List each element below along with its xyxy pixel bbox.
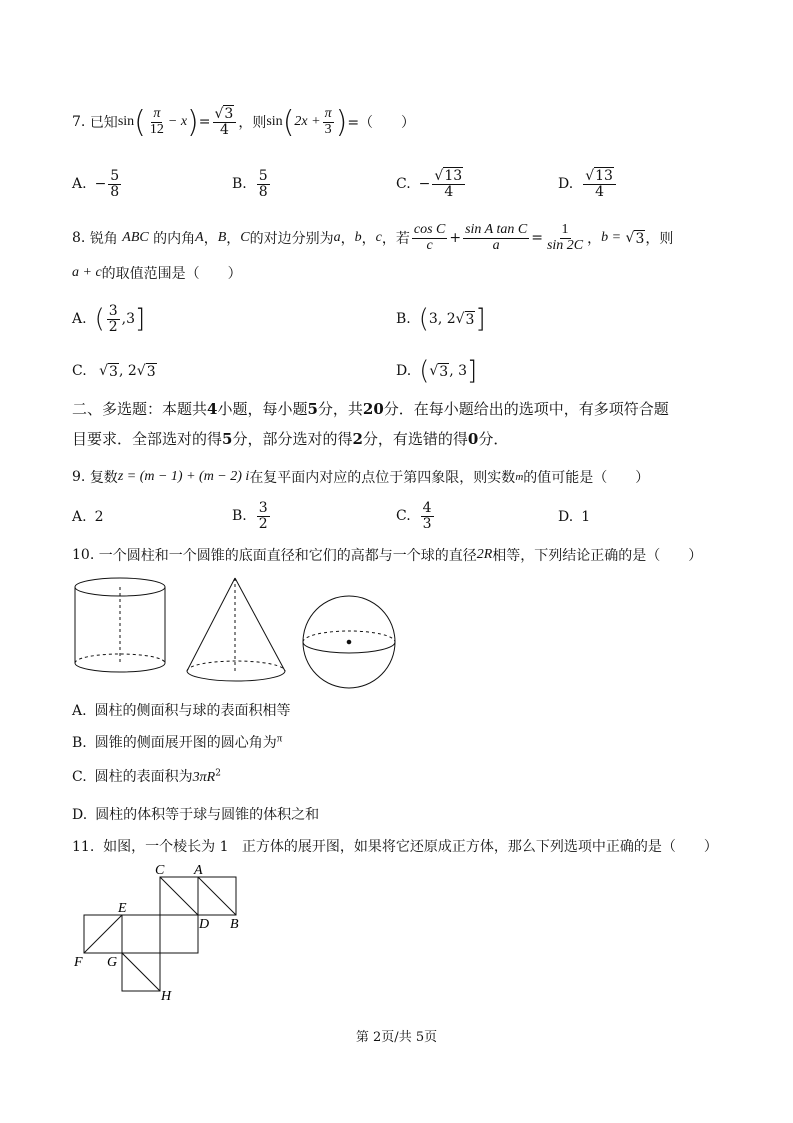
- frac-den: 4: [444, 183, 454, 200]
- q7-sin: sin: [117, 114, 135, 129]
- q7-four: 4: [219, 121, 229, 138]
- q8-var-a: a: [333, 230, 341, 245]
- option-lead: 3, 2: [428, 311, 456, 327]
- q10-text: 一个圆柱和一个圆锥的底面直径和它们的高都与一个球的直径: [98, 548, 477, 564]
- page-number: 第 2页/共 5页: [355, 1030, 438, 1045]
- frac-num: sin A tan C: [465, 221, 528, 237]
- q10-option-c[interactable]: [72, 766, 221, 786]
- option-letter: D.: [558, 509, 574, 525]
- q8-var-b-upper: B: [217, 230, 227, 245]
- sphere-shape: [303, 596, 395, 688]
- q7-sin2: sin: [266, 114, 283, 129]
- frac-den: a: [492, 237, 500, 253]
- option-fraction: [257, 169, 270, 199]
- open-bracket: (: [419, 356, 430, 386]
- option-radicand: 3: [439, 363, 449, 380]
- q8-stem-line1: 8. 锐角 ABC 的内角 A ， B ， C 的对边分别为 a ， b ， c ，若 $\frac{\text{cos C}}{c}$ + $\frac{\text{sin A tan C}}{a}$ = $\frac{1}{\sin 2C}$ ， b = √ 3 ，则: [72, 221, 674, 253]
- q9-number: 9.: [72, 469, 86, 485]
- frac-den: 2: [108, 318, 118, 335]
- frac-num: 3: [108, 302, 118, 319]
- label-h: H: [161, 989, 172, 1004]
- q8-var-b: b: [354, 230, 362, 245]
- q8-eq: =: [531, 230, 543, 246]
- option-text: 圆柱的体积等于球与圆锥的体积之和: [95, 807, 320, 823]
- q8-option-c[interactable]: C. √ 3 , 2 √ 3: [72, 363, 156, 380]
- option-letter: D.: [396, 363, 412, 379]
- frac-num: 5: [110, 167, 120, 184]
- section-text: 分．: [478, 430, 509, 448]
- q8-sqrt3: 3: [635, 230, 645, 247]
- q9-option-b[interactable]: [232, 496, 272, 536]
- q8-text: 的取值范围是（ ）: [101, 266, 242, 282]
- option-radicand: 3: [109, 363, 118, 380]
- q11-text: 如图，一个棱长为: [103, 839, 216, 855]
- option-radicand: 3: [465, 311, 475, 328]
- q8-stem-line2: [72, 262, 242, 284]
- label-f: F: [74, 955, 83, 970]
- q9-text: 在复平面内对应的点位于第四象限，则实数: [249, 470, 516, 486]
- section-number: 5: [222, 430, 233, 448]
- option-letter: D.: [72, 807, 88, 823]
- q11-one: 1: [219, 839, 229, 855]
- q7-rparen2: ): [335, 104, 348, 140]
- q11-number: 11.: [72, 839, 95, 855]
- option-letter: A.: [72, 509, 87, 525]
- close-bracket: ]: [135, 304, 146, 334]
- section-number: 20: [362, 400, 384, 418]
- q11-stem: [72, 836, 718, 856]
- q7-tail: =（ ）: [347, 115, 416, 131]
- option-mid: , 2: [118, 363, 137, 379]
- option-letter: A.: [72, 311, 87, 327]
- frac-num: 5: [258, 167, 268, 184]
- frac-den: c: [426, 237, 433, 253]
- cylinder-shape: [75, 578, 165, 672]
- q8-comma: ，: [226, 231, 241, 247]
- frac-num: 4: [422, 499, 432, 516]
- option-letter: B.: [72, 735, 87, 751]
- section-number: 5: [307, 400, 318, 418]
- q8-b-eq: b =: [601, 230, 622, 245]
- option-value: 1: [581, 509, 591, 525]
- option-letter: C.: [396, 508, 411, 524]
- label-c: C: [155, 863, 165, 878]
- section-text: 目要求．全部选对的得: [72, 430, 223, 448]
- frac-num: 1: [561, 221, 569, 237]
- q9-expr: z = (m − 1) + (m − 2) i: [117, 469, 250, 484]
- open-bracket: (: [418, 304, 429, 334]
- q7-option-d[interactable]: [558, 164, 618, 204]
- q7-lparen: (: [134, 104, 146, 140]
- q8-var-c: c: [375, 230, 382, 245]
- option-text: 圆锥的侧面展开图的圆心角为: [94, 735, 277, 751]
- section-text: 分，有选错的得: [362, 430, 468, 448]
- section-text: 二、多选题：本题共: [72, 400, 208, 418]
- q11-text: 正方体的展开图，如果将它还原成正方体，那么下列选项中正确的是（ ）: [241, 839, 718, 855]
- section-text: 分．在每小题给出的选项中，有多项符合题: [383, 400, 669, 418]
- q10-option-b[interactable]: [72, 732, 282, 752]
- option-fraction: $\frac{√13}{4}$: [432, 169, 465, 199]
- section-2-heading-line1: [72, 398, 669, 419]
- label-e: E: [118, 901, 127, 916]
- section-text: 分，共: [317, 400, 363, 418]
- frac-den: 8: [258, 183, 268, 200]
- close-bracket: ]: [475, 304, 486, 334]
- q8-frac-sin2c: [545, 223, 585, 253]
- label-g: G: [107, 955, 118, 970]
- frac-den: 4: [595, 183, 605, 200]
- cone-shape: [187, 578, 285, 681]
- option-text: 圆柱的表面积为: [94, 769, 193, 785]
- q8-frac-cosc: [412, 223, 448, 253]
- q8-plus: +: [449, 230, 462, 246]
- q10-figure: [70, 575, 410, 695]
- option-letter: A.: [72, 176, 87, 192]
- q8-then: ，则: [645, 231, 674, 247]
- q7-text-then: ，则: [238, 115, 267, 131]
- section-number: 4: [207, 400, 218, 418]
- q9-stem: [72, 466, 649, 488]
- option-sign: −: [418, 176, 431, 192]
- q10-2r: 2R: [476, 547, 493, 562]
- close-bracket: ]: [467, 356, 478, 386]
- q7-option-a[interactable]: [72, 164, 123, 204]
- option-math: 3πR: [192, 770, 216, 785]
- section-number: 2: [352, 430, 363, 448]
- label-b: B: [230, 917, 239, 932]
- q10-text: 相等，下列结论正确的是（ ）: [492, 548, 703, 564]
- option-letter: C.: [72, 363, 87, 379]
- option-letter: B.: [232, 176, 247, 192]
- option-math: π: [276, 732, 283, 745]
- q7-option-c[interactable]: [396, 164, 467, 204]
- q8-comma: ，: [203, 231, 218, 247]
- frac-den: sin 2C: [546, 237, 584, 253]
- q9-option-d[interactable]: [558, 506, 590, 528]
- q7-text-known: 已知: [89, 115, 118, 131]
- option-sign: −: [94, 176, 107, 192]
- open-bracket: (: [94, 304, 105, 334]
- q10-option-a[interactable]: [72, 700, 291, 720]
- option-fraction: [421, 501, 434, 531]
- q8-option-a[interactable]: [72, 296, 145, 342]
- frac-num: 3: [258, 499, 268, 516]
- q8-text: ，若: [381, 231, 410, 247]
- q8-abc: ABC: [122, 230, 149, 245]
- q8-text: 锐角: [89, 231, 118, 247]
- section-text: 小题，每小题: [217, 400, 308, 418]
- q7-frac-pi12: [148, 107, 166, 137]
- q8-comma: ，: [340, 231, 355, 247]
- q9-option-c[interactable]: [396, 496, 436, 536]
- frac-den: 8: [110, 183, 120, 200]
- q8-text: 的对边分别为: [249, 231, 334, 247]
- frac-den: 2: [258, 515, 268, 532]
- q8-comma: ，: [587, 231, 602, 247]
- option-fraction: [257, 501, 270, 531]
- frac-num: 13: [444, 167, 463, 184]
- option-rest: , 3: [449, 363, 467, 379]
- q9-option-a[interactable]: [72, 506, 103, 528]
- q7-lparen2: (: [282, 104, 295, 140]
- q7-option-b[interactable]: [232, 164, 272, 204]
- option-sup: 2: [215, 768, 221, 779]
- option-letter: A.: [72, 703, 87, 719]
- q8-var-a-upper: A: [195, 230, 204, 245]
- option-letter: B.: [396, 311, 411, 327]
- q7-frac-pi3: [323, 107, 334, 137]
- label-a: A: [194, 863, 203, 878]
- q9-var-m: m: [515, 471, 524, 483]
- q7-pi: π: [153, 105, 161, 121]
- section-text: 分，部分选对的得: [232, 430, 353, 448]
- q11-cube-net: [70, 860, 260, 1005]
- option-fraction: [108, 169, 121, 199]
- page-footer: [0, 1026, 793, 1045]
- option-fraction: [107, 304, 120, 334]
- option-text: 圆柱的侧面积与球的表面积相等: [94, 703, 291, 719]
- q8-number: 8.: [72, 230, 86, 246]
- q8-comma: ，: [361, 231, 376, 247]
- option-letter: B.: [232, 508, 247, 524]
- q8-frac-sinatanc: [463, 223, 529, 253]
- label-d: D: [199, 917, 210, 932]
- q8-a-plus-c: a + c: [72, 265, 102, 280]
- q8-option-b[interactable]: B. ( 3, 2 √ 3 ]: [396, 304, 486, 334]
- frac-num: 13: [595, 167, 613, 184]
- q7-rparen: ): [187, 104, 199, 140]
- net-squares: [84, 877, 236, 991]
- q10-number: 10.: [72, 547, 95, 563]
- q7-twelve: 12: [149, 121, 164, 137]
- frac-num: cos C: [413, 221, 446, 237]
- q7-three: 3: [324, 121, 332, 137]
- q7-sqrt3: 3: [224, 105, 234, 122]
- q8-var-c-upper: C: [240, 230, 250, 245]
- q7-2x-plus: 2x +: [294, 114, 321, 129]
- section-2-heading-line2: [72, 428, 508, 449]
- q7-number: 7.: [72, 114, 86, 130]
- q8-text: 的内角: [153, 231, 196, 247]
- q7-frac-sqrt3-4: $\frac{√3}{4}$: [213, 107, 237, 137]
- option-letter: D.: [558, 176, 574, 192]
- q8-option-d[interactable]: D. ( √ 3 , 3 ]: [396, 356, 478, 386]
- option-letter: C.: [72, 769, 87, 785]
- q7-stem: [72, 100, 415, 144]
- q7-minus-x: − x: [167, 114, 188, 129]
- option-rest: ,3: [121, 311, 135, 327]
- q10-option-d[interactable]: [72, 804, 319, 824]
- option-radicand: 3: [146, 363, 156, 380]
- option-letter: C.: [396, 176, 411, 192]
- q7-pi2: π: [324, 105, 332, 121]
- section-number: 0: [467, 430, 479, 448]
- option-fraction: $\frac{√13}{4}$: [583, 169, 616, 199]
- q9-text: 复数: [89, 470, 118, 486]
- option-value: 2: [94, 509, 104, 525]
- q10-stem: [72, 544, 702, 566]
- q9-text: 的值可能是（ ）: [523, 470, 650, 486]
- q7-equals: =: [198, 114, 211, 130]
- frac-den: 3: [422, 515, 432, 532]
